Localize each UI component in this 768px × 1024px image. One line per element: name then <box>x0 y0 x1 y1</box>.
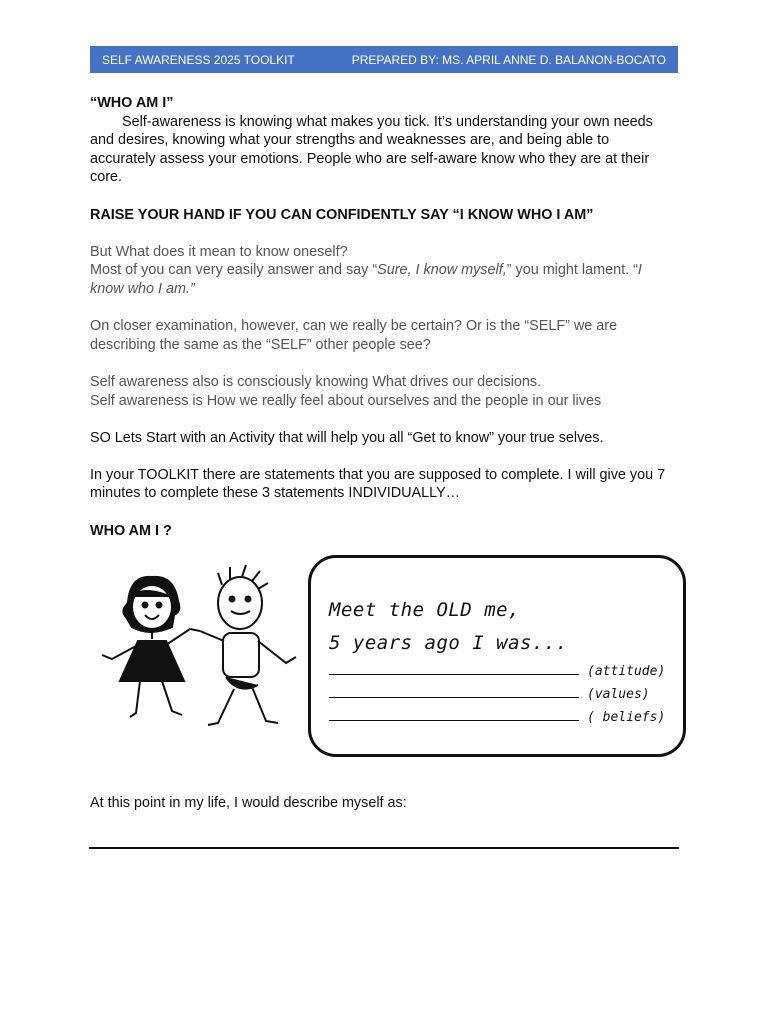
old-me-card <box>308 555 686 757</box>
awareness-line-1: Self awareness also is consciously knowing What drives our decisions. <box>90 373 542 390</box>
card-line-2: 5 years ago I was... <box>329 632 568 654</box>
blank-values[interactable] <box>329 683 683 706</box>
header-author: PREPARED BY: MS. APRIL ANNE D. BALANON-BOCATO <box>351 52 666 67</box>
describe-prompt: At this point in my life, I would describe myself as: <box>90 795 407 811</box>
answer-line[interactable] <box>89 847 679 849</box>
document-body <box>90 94 678 540</box>
answer-quote: Most of you can very easily answer and say “Sure, I know myself,” you might lament. “I know who I am.” <box>90 262 642 297</box>
beliefs-label: ( beliefs) <box>587 710 666 725</box>
raise-hand-heading: RAISE YOUR HAND IF YOU CAN CONFIDENTLY SAY “I KNOW WHO I AM” <box>90 206 594 223</box>
blank-attitude[interactable] <box>329 660 683 683</box>
awareness-line-2: Self awareness is How we really feel about ourselves and the people in our lives <box>90 392 602 409</box>
children-holding-hands-image <box>90 545 308 765</box>
header-bar <box>90 46 678 73</box>
examination-paragraph: On closer examination, however, can we really be certain? Or is the “SELF” we are describing the same as the “SELF” other people see? <box>90 318 618 353</box>
question-know-oneself: But What does it mean to know oneself? <box>90 243 348 260</box>
who-am-i-heading: WHO AM I ? <box>90 522 172 539</box>
values-label: (values) <box>587 687 650 702</box>
activity-intro: SO Lets Start with an Activity that will help you all “Get to know” your true selves. <box>90 429 604 446</box>
blank-beliefs[interactable] <box>329 706 683 729</box>
card-line-1: Meet the OLD me, <box>329 599 521 621</box>
intro-text: Self-awareness is knowing what makes you tick. It’s understanding your own needs and desires, knowing what your strengths and weaknesses are, and being able to accurately assess your emotions. People who are self-aware know who they are at their core. <box>90 113 653 186</box>
header-title: SELF AWARENESS 2025 TOOLKIT <box>102 52 295 67</box>
attitude-label: (attitude) <box>587 664 666 679</box>
kids-illustration <box>90 545 308 765</box>
toolkit-instruction: In your TOOLKIT there are statements that you are supposed to complete. I will give you 7 minutes to complete these 3 statements INDIVIDUALLY… <box>90 466 666 502</box>
section-title: “WHO AM I” <box>90 95 174 111</box>
activity-panel <box>90 545 690 767</box>
intro-paragraph <box>90 113 678 187</box>
